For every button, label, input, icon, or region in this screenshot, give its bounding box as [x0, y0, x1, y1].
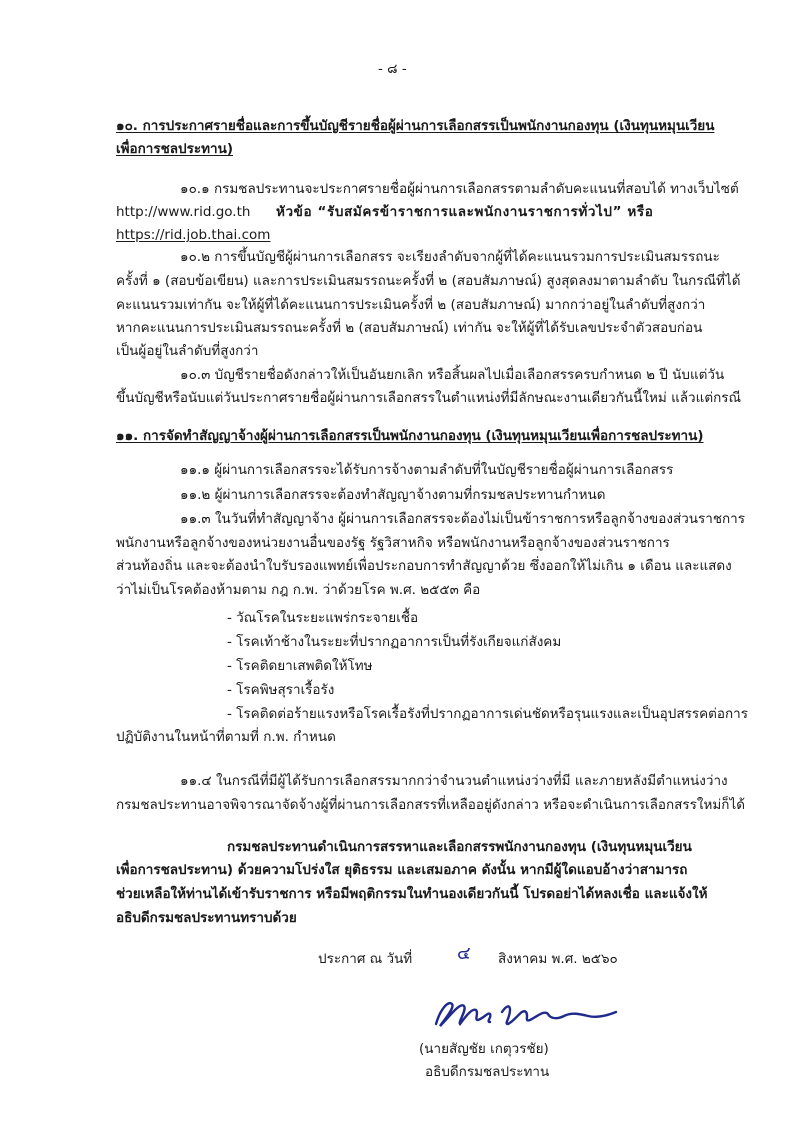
disease-item: - โรคติดต่อร้ายแรงหรือโรคเรื้อรังที่ปรากฏอาการเด่นชัดหรือรุนแรงและเป็นอุปสรรคต่อการ — [227, 706, 749, 722]
section-10-1-topic: หัวข้อ “รับสมัครข้าราชการและพนักงานราชการทั่วไป” หรือ — [276, 204, 654, 220]
announce-day: ๔ — [457, 943, 471, 964]
section-10-2-line5: เป็นผู้อยู่ในลำดับที่สูงกว่า — [116, 343, 259, 359]
section-10-2-line3: คะแนนรวมเท่ากัน จะให้ผู้ที่ได้คะแนนการประเมินครั้งที่ ๒ (สอบสัมภาษณ์) มากกว่าอยู่ในลำดับที่สูงกว่า — [116, 297, 706, 313]
section-11-3-line3: ส่วนท้องถิ่น และจะต้องนำใบรับรองแพทย์เพื่อประกอบการทำสัญญาด้วย ซึ่งออกให้ไม่เกิน ๑ เดือน และแสดง — [116, 558, 732, 574]
section-10-2-line1: ๑๐.๒ การขึ้นบัญชีผู้ผ่านการเลือกสรร จะเรียงลำดับจากผู้ที่ได้คะแนนรวมการประเมินสมรรถนะ — [180, 249, 720, 265]
section-10-2-line2: ครั้งที่ ๑ (สอบข้อเขียน) และการประเมินสมรรถนะครั้งที่ ๒ (สอบสัมภาษณ์) สูงสุดลงมาตามลำดับ ในกรณีที่ได้ — [116, 273, 741, 289]
announce-prefix: ประกาศ ณ วันที่ — [318, 951, 413, 967]
section-11-4-line2: กรมชลประทานอาจพิจารณาจัดจ้างผู้ที่ผ่านการเลือกสรรที่เหลืออยู่ดังกล่าว หรือจะดำเนินการเลือกสรรใหม่ก็ได้ — [116, 797, 746, 813]
notice-line2: เพื่อการชลประทาน) ด้วยความโปร่งใส ยุติธรรม และเสมอภาค ดังนั้น หากมีผู้ใดแอบอ้างว่าสามารถ — [116, 862, 688, 878]
disease-item: - วัณโรคในระยะแพร่กระจายเชื้อ — [227, 610, 419, 626]
disease-item: - โรคเท้าช้างในระยะที่ปรากฏอาการเป็นที่รังเกียจแก่สังคม — [227, 634, 562, 650]
section-11-4-line1: ๑๑.๔ ในกรณีที่มีผู้ได้รับการเลือกสรรมากกว่าจำนวนตำแหน่งว่างที่มี และภายหลังมีตำแหน่งว่าง — [180, 773, 728, 789]
section-10-2-line4: หากคะแนนการประเมินสมรรถนะครั้งที่ ๒ (สอบสัมภาษณ์) เท่ากัน จะให้ผู้ที่ได้รับเลขประจำตัวสอบก่อน — [116, 320, 703, 336]
signatory-name: (นายสัญชัย เกตุวรชัย) — [419, 1041, 549, 1057]
section-10-3-line2: ขึ้นบัญชีหรือนับแต่วันประกาศรายชื่อผู้ผ่านการเลือกสรรในตำแหน่งที่มีลักษณะงานเดียวกันนี้ใหม่ แล้วแต่กรณี — [116, 390, 742, 406]
section-11-3-line2: พนักงานหรือลูกจ้างของหน่วยงานอื่นของรัฐ รัฐวิสาหกิจ หรือพนักงานหรือลูกจ้างของส่วนราชการ — [116, 535, 670, 551]
disease-item: - โรคติดยาเสพติดให้โทษ — [227, 658, 373, 674]
rid-website-link[interactable]: http://www.rid.go.th — [116, 204, 251, 220]
section-11-heading: ๑๑. การจัดทำสัญญาจ้างผู้ผ่านการเลือกสรรเป็นพนักงานกองทุน (เงินทุนหมุนเวียนเพื่อการชลประทาน) — [116, 428, 704, 444]
page-number: - ๘ - — [378, 61, 407, 77]
section-11-1: ๑๑.๑ ผู้ผ่านการเลือกสรรจะได้รับการจ้างตามลำดับที่ในบัญชีรายชื่อผู้ผ่านการเลือกสรร — [180, 462, 674, 478]
section-10-heading: ๑๐. การประกาศรายชื่อและการขึ้นบัญชีรายชื่อผู้ผ่านการเลือกสรรเป็นพนักงานกองทุน (เงินทุนหมุนเวียน — [116, 118, 715, 134]
handwritten-signature — [430, 990, 630, 1038]
notice-line3: ช่วยเหลือให้ท่านได้เข้ารับราชการ หรือมีพฤติกรรมในทำนองเดียวกันนี้ โปรดอย่าได้หลงเชื่อ และแจ้งให้ — [116, 886, 708, 902]
rid-job-link[interactable]: https://rid.job.thai.com — [116, 227, 271, 243]
notice-line1: กรมชลประทานดำเนินการสรรหาและเลือกสรรพนักงานกองทุน (เงินทุนหมุนเวียน — [227, 839, 692, 855]
announce-month-year: สิงหาคม พ.ศ. ๒๕๖๐ — [498, 951, 618, 967]
section-11-3-line4: ว่าไม่เป็นโรคต้องห้ามตาม กฎ ก.พ. ว่าด้วยโรค พ.ศ. ๒๕๕๓ คือ — [116, 582, 481, 598]
section-10-3-line1: ๑๐.๓ บัญชีรายชื่อดังกล่าวให้เป็นอันยกเลิก หรือสิ้นผลไปเมื่อเลือกสรรครบกำหนด ๒ ปี นับแต่วัน — [180, 367, 725, 383]
disease-item-cont: ปฏิบัติงานในหน้าที่ตามที่ ก.พ. กำหนด — [116, 729, 336, 745]
section-11-2: ๑๑.๒ ผู้ผ่านการเลือกสรรจะต้องทำสัญญาจ้างตามที่กรมชลประทานกำหนด — [180, 487, 606, 503]
section-10-1-line1: ๑๐.๑ กรมชลประทานจะประกาศรายชื่อผู้ผ่านการเลือกสรรตามลำดับคะแนนที่สอบได้ ทางเว็บไซต์ — [180, 181, 739, 197]
signatory-title: อธิบดีกรมชลประทาน — [425, 1064, 550, 1080]
section-11-3-line1: ๑๑.๓ ในวันที่ทำสัญญาจ้าง ผู้ผ่านการเลือกสรรจะต้องไม่เป็นข้าราชการหรือลูกจ้างของส่วนราชการ — [180, 511, 746, 527]
section-10-heading-cont: เพื่อการชลประทาน) — [116, 141, 234, 157]
disease-item: - โรคพิษสุราเรื้อรัง — [227, 682, 335, 698]
notice-line4: อธิบดีกรมชลประทานทราบด้วย — [116, 910, 297, 926]
